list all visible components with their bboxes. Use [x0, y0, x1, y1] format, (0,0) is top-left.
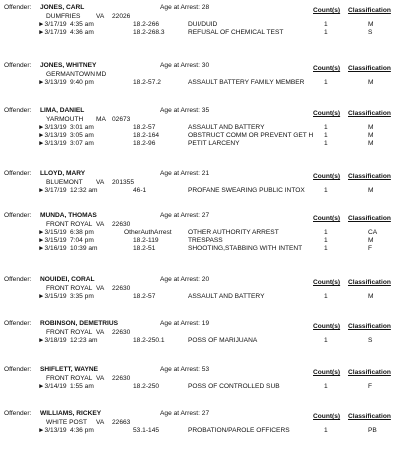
offender-zip: 22663: [112, 419, 131, 426]
charge-code: OtherAuthArrest: [124, 229, 172, 236]
charge-count: 1: [324, 229, 328, 236]
charge-time: 6:38 pm: [70, 229, 94, 236]
classification-header: Classification: [348, 279, 391, 286]
offender-label: Offender:: [4, 62, 32, 69]
classification-header: Classification: [348, 413, 391, 420]
charge-classification: M: [368, 21, 374, 28]
charge-classification: M: [368, 124, 374, 131]
offender-state: VA: [96, 13, 105, 20]
offender-name: JONES, WHITNEY: [40, 62, 97, 69]
counts-header: Count(s): [313, 173, 341, 180]
charge-classification: F: [368, 383, 373, 390]
offender-zip: 22026: [112, 13, 131, 20]
charge-description: POSS OF MARIJUANA: [188, 337, 258, 344]
classification-header: Classification: [348, 110, 391, 117]
charge-count: 1: [324, 187, 328, 194]
offender-zip: 22630: [112, 285, 131, 292]
counts-header: Count(s): [313, 110, 341, 117]
charge-time: 1:55 am: [70, 383, 94, 390]
counts-header: Count(s): [313, 7, 341, 14]
counts-header: Count(s): [313, 323, 341, 330]
age-at-arrest: Age at Arrest: 28: [160, 4, 210, 11]
charge-code: 53.1-145: [133, 427, 160, 434]
offender-city: FRONT ROYAL: [46, 375, 93, 382]
charge-time: 3:05 am: [70, 132, 94, 139]
charge-description: SHOOTING,STABBING WITH INTENT: [188, 245, 303, 252]
offender-city: BLUEMONT: [46, 179, 83, 186]
charge-count: 1: [324, 21, 328, 28]
offender-name: ROBINSON, DEMETRIUS: [40, 320, 119, 327]
offender-label: Offender:: [4, 4, 32, 11]
charge-description: DUI/DUID: [188, 21, 218, 28]
charge-time: 3:07 am: [70, 140, 94, 147]
charge-code: 18.2-57: [133, 293, 156, 300]
charge-date: ►3/16/19: [38, 245, 67, 252]
offender-entry: [0, 170, 406, 199]
charge-code: 18.2-250: [133, 383, 160, 390]
offender-zip: 22630: [112, 221, 131, 228]
counts-header: Count(s): [313, 279, 341, 286]
offender-state: VA: [96, 419, 105, 426]
age-at-arrest: Age at Arrest: 19: [160, 320, 210, 327]
charge-code: 18.2-266: [133, 21, 160, 28]
charge-classification: S: [368, 337, 373, 344]
offender-entry: [0, 212, 406, 257]
charge-date: ►3/13/19: [38, 79, 67, 86]
offender-entry: [0, 107, 406, 152]
charge-description: ASSAULT AND BATTERY: [188, 293, 265, 300]
charge-count: 1: [324, 124, 328, 131]
offender-label: Offender:: [4, 107, 32, 114]
charge-time: 3:01 am: [70, 124, 94, 131]
charge-code: 18.2-268.3: [133, 29, 165, 36]
offender-entry: [0, 366, 406, 395]
offender-city: FRONT ROYAL: [46, 329, 93, 336]
offender-zip: 22630: [112, 375, 131, 382]
charge-date: ►3/13/19: [38, 124, 67, 131]
charge-date: ►3/14/19: [38, 383, 67, 390]
counts-header: Count(s): [313, 369, 341, 376]
charge-count: 1: [324, 237, 328, 244]
offender-city: DUMFRIES: [46, 13, 81, 20]
offender-city: WHITE POST: [46, 419, 88, 426]
charge-description: ASSAULT AND BATTERY: [188, 124, 265, 131]
age-at-arrest: Age at Arrest: 20: [160, 276, 210, 283]
offender-name: LIMA, DANIEL: [40, 107, 85, 114]
charge-code: 18.2-57: [133, 124, 156, 131]
charge-classification: M: [368, 187, 374, 194]
counts-header: Count(s): [313, 215, 341, 222]
charge-count: 1: [324, 140, 328, 147]
offender-state: VA: [96, 285, 105, 292]
offender-label: Offender:: [4, 320, 32, 327]
offender-name: JONES, CARL: [40, 4, 85, 11]
offender-city: GERMANTOWN: [46, 71, 95, 78]
offender-name: WILLIAMS, RICKEY: [40, 410, 102, 417]
charge-date: ►3/15/19: [38, 293, 67, 300]
offender-state: VA: [96, 329, 105, 336]
charge-count: 1: [324, 293, 328, 300]
charge-code: 18.2-57.2: [133, 79, 161, 86]
charge-date: ►3/13/19: [38, 427, 67, 434]
charge-code: 18.2-96: [133, 140, 156, 147]
charge-description: OTHER AUTHORITY ARREST: [188, 229, 279, 236]
charge-classification: PB: [368, 427, 377, 434]
offender-entry: [0, 4, 406, 41]
charge-count: 1: [324, 383, 328, 390]
offender-label: Offender:: [4, 366, 32, 373]
charge-date: ►3/13/19: [38, 140, 67, 147]
charge-count: 1: [324, 337, 328, 344]
charge-classification: M: [368, 132, 374, 139]
charge-time: 10:39 am: [70, 245, 98, 252]
charge-time: 12:32 am: [70, 187, 98, 194]
charge-description: POSS OF CONTROLLED SUB: [188, 383, 280, 390]
offender-state: MD: [96, 71, 107, 78]
offender-city: YARMOUTH: [46, 116, 84, 123]
offender-label: Offender:: [4, 212, 32, 219]
offender-label: Offender:: [4, 276, 32, 283]
age-at-arrest: Age at Arrest: 27: [160, 212, 210, 219]
offender-label: Offender:: [4, 410, 32, 417]
charge-description: ASSAULT BATTERY FAMILY MEMBER: [188, 79, 305, 86]
charge-time: 4:35 am: [70, 21, 94, 28]
charge-classification: M: [368, 79, 374, 86]
charge-code: 18.2-119: [133, 237, 159, 244]
offender-city: FRONT ROYAL: [46, 285, 93, 292]
charge-description: OBSTRUCT COMM OR PREVENT GET H: [188, 132, 314, 139]
charge-date: ►3/18/19: [38, 337, 67, 344]
offender-name: LLOYD, MARY: [40, 170, 86, 177]
offender-zip: 02673: [112, 116, 131, 123]
charge-date: ►3/17/19: [38, 21, 67, 28]
classification-header: Classification: [348, 7, 391, 14]
charge-date: ►3/15/19: [38, 237, 67, 244]
offender-name: SHIFLETT, WAYNE: [40, 366, 99, 373]
charge-description: REFUSAL OF CHEMICAL TEST: [188, 29, 284, 36]
classification-header: Classification: [348, 65, 391, 72]
charge-count: 1: [324, 79, 328, 86]
charge-classification: F: [368, 245, 373, 252]
offender-name: MUNDA, THOMAS: [40, 212, 97, 219]
charge-date: ►3/17/19: [38, 187, 67, 194]
charge-count: 1: [324, 427, 328, 434]
classification-header: Classification: [348, 323, 391, 330]
charge-description: PROBATION/PAROLE OFFICERS: [188, 427, 290, 434]
charge-classification: M: [368, 293, 374, 300]
charge-classification: M: [368, 140, 374, 147]
charge-count: 1: [324, 245, 328, 252]
offender-state: VA: [96, 221, 105, 228]
offender-city: FRONT ROYAL: [46, 221, 93, 228]
age-at-arrest: Age at Arrest: 21: [160, 170, 210, 177]
charge-classification: CA: [368, 229, 378, 236]
charge-code: 18.2-164: [133, 132, 160, 139]
offender-state: VA: [96, 179, 105, 186]
age-at-arrest: Age at Arrest: 35: [160, 107, 210, 114]
offender-entry: [0, 276, 406, 305]
charge-time: 4:36 am: [70, 29, 94, 36]
offender-state: MA: [96, 116, 106, 123]
charge-code: 18.2-51: [133, 245, 156, 252]
age-at-arrest: Age at Arrest: 53: [160, 366, 210, 373]
counts-header: Count(s): [313, 65, 341, 72]
charge-description: PROFANE SWEARING PUBLIC INTOX: [188, 187, 305, 194]
charge-count: 1: [324, 29, 328, 36]
offender-zip: 201355: [112, 179, 135, 186]
offender-zip: 22630: [112, 329, 131, 336]
offender-entry: [0, 320, 406, 349]
charge-time: 9:40 pm: [70, 79, 94, 86]
offender-state: VA: [96, 375, 105, 382]
age-at-arrest: Age at Arrest: 30: [160, 62, 210, 69]
offender-label: Offender:: [4, 170, 32, 177]
offender-name: NOUIDEI, CORAL: [40, 276, 95, 283]
charge-date: ►3/15/19: [38, 229, 67, 236]
offender-entry: [0, 62, 406, 91]
classification-header: Classification: [348, 215, 391, 222]
charge-description: TRESPASS: [188, 237, 223, 244]
charge-time: 4:36 pm: [70, 427, 94, 434]
charge-time: 3:35 pm: [70, 293, 94, 300]
charge-classification: S: [368, 29, 373, 36]
charge-description: PETIT LARCENY: [188, 140, 240, 147]
charge-date: ►3/17/19: [38, 29, 67, 36]
age-at-arrest: Age at Arrest: 27: [160, 410, 210, 417]
classification-header: Classification: [348, 173, 391, 180]
charge-time: 12:23 am: [70, 337, 98, 344]
charge-classification: M: [368, 237, 374, 244]
charge-time: 7:04 pm: [70, 237, 94, 244]
classification-header: Classification: [348, 369, 391, 376]
charge-date: ►3/13/19: [38, 132, 67, 139]
counts-header: Count(s): [313, 413, 341, 420]
charge-code: 46-1: [133, 187, 147, 194]
offender-entry: [0, 410, 406, 439]
charge-code: 18.2-250.1: [133, 337, 165, 344]
charge-count: 1: [324, 132, 328, 139]
